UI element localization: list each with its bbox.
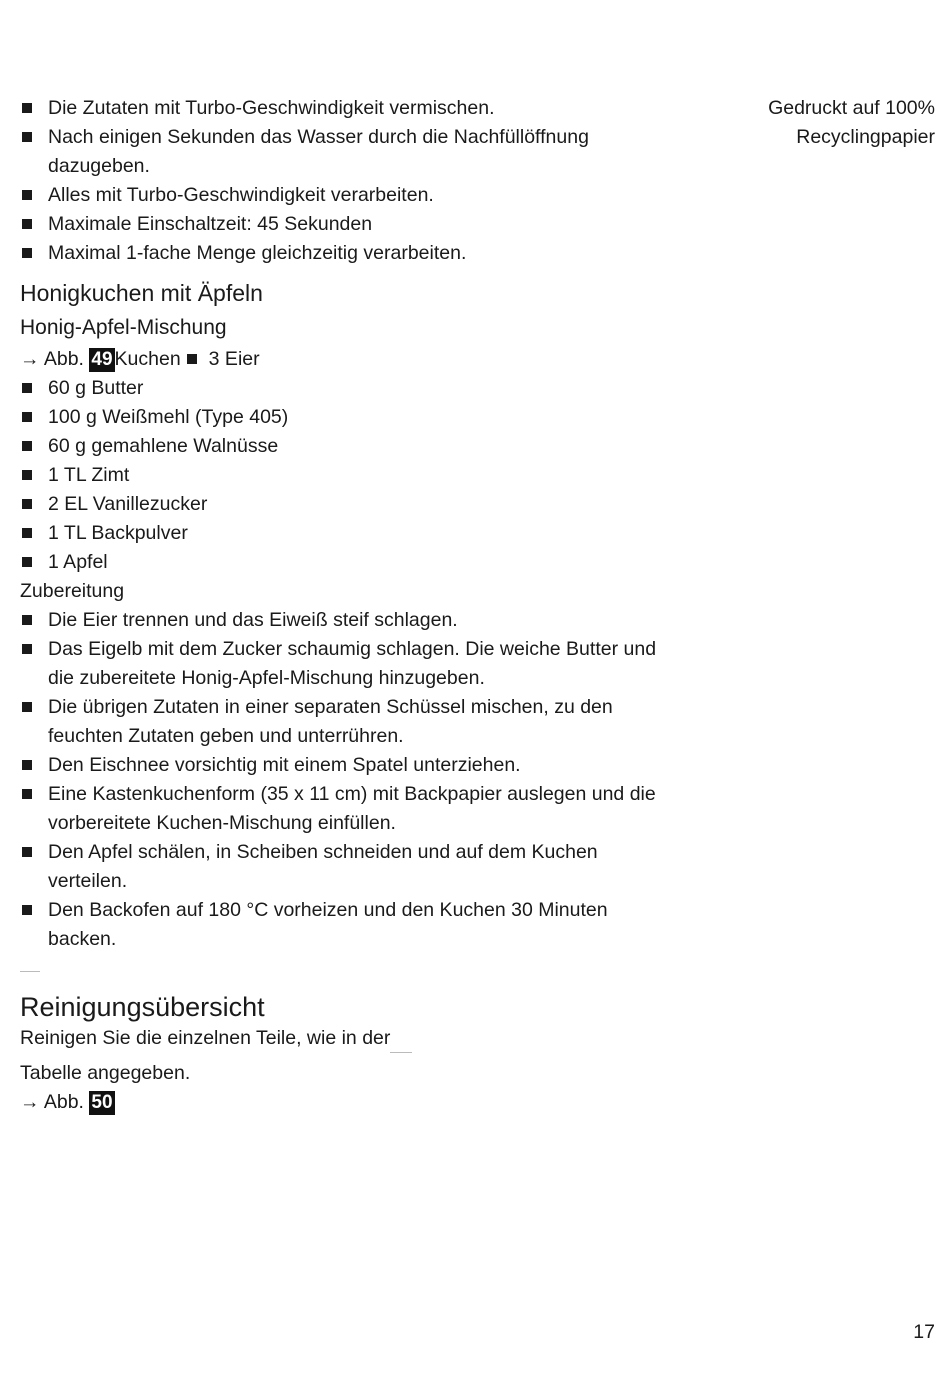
figure-badge: 49 [91,349,113,370]
list-item: Die Eier trennen und das Eiweiß steif schlagen. [20,606,660,635]
cleaning-text-line-2: Tabelle angegeben. [20,1062,191,1084]
list-item: Alles mit Turbo-Geschwindigkeit verarbeiten. [20,181,660,210]
first-ingredient: 3 Eier [208,348,260,370]
list-item: Die Zutaten mit Turbo-Geschwindigkeit vermischen. [20,94,660,123]
ref-arrow: → Abb. [20,1091,84,1113]
list-item: 60 g Butter [20,374,660,403]
list-item: Maximal 1-fache Menge gleichzeitig verarbeiten. [20,239,660,268]
bullet-square-icon [187,354,197,364]
recycling-note: Gedruckt auf 100% Recyclingpapier [768,97,935,148]
list-item: Maximale Einschaltzeit: 45 Sekunden [20,210,660,239]
page-number: 17 [913,1321,935,1343]
list-item: Nach einigen Sekunden das Wasser durch die Nachfüllöffnung dazugeben. [20,123,660,181]
figure-reference-49 [20,345,660,374]
list-item: Den Eischnee vorsichtig mit einem Spatel unterziehen. [20,751,660,780]
prep-heading: Zubereitung [20,580,125,602]
list-item: Den Apfel schälen, in Scheiben schneiden und auf dem Kuchen verteilen. [20,838,660,896]
ingredient-list [20,374,660,577]
spacer-mark [390,1052,412,1053]
instruction-list [20,94,660,268]
list-item: Die übrigen Zutaten in einer separaten Schüssel mischen, zu den feuchten Zutaten geben und unterrühren. [20,693,660,751]
list-item: Den Backofen auf 180 °C vorheizen und den Kuchen 30 Minuten backen. [20,896,660,954]
spacer-mark [20,971,40,972]
cleaning-line-1-text: Reinigen Sie die einzelnen Teile, wie in der [20,1027,391,1049]
list-item: 1 Apfel [20,548,660,577]
recipe-subtitle: Honig-Apfel-Mischung [20,316,227,339]
ref-label: Kuchen [114,348,181,370]
list-item: 60 g gemahlene Walnüsse [20,432,660,461]
list-item: Das Eigelb mit dem Zucker schaumig schlagen. Die weiche Butter und die zubereitete Honig-Apfel-Mischung hinzugeben. [20,635,660,693]
steps-list [20,606,660,954]
list-item: Eine Kastenkuchenform (35 x 11 cm) mit Backpapier auslegen und die vorbereitete Kuchen-Mischung einfüllen. [20,780,660,838]
list-item: 2 EL Vanillezucker [20,490,660,519]
section-spacer [20,954,660,990]
page-content [20,94,660,1117]
cleaning-title: Reinigungsübersicht [20,992,265,1022]
list-item: 100 g Weißmehl (Type 405) [20,403,660,432]
recipe-title: Honigkuchen mit Äpfeln [20,280,263,306]
cleaning-text-line-1 [20,1024,660,1053]
ref-arrow: → Abb. [20,348,84,370]
list-item: 1 TL Zimt [20,461,660,490]
figure-badge: 50 [91,1092,113,1113]
figure-reference-50 [20,1088,660,1117]
list-item: 1 TL Backpulver [20,519,660,548]
